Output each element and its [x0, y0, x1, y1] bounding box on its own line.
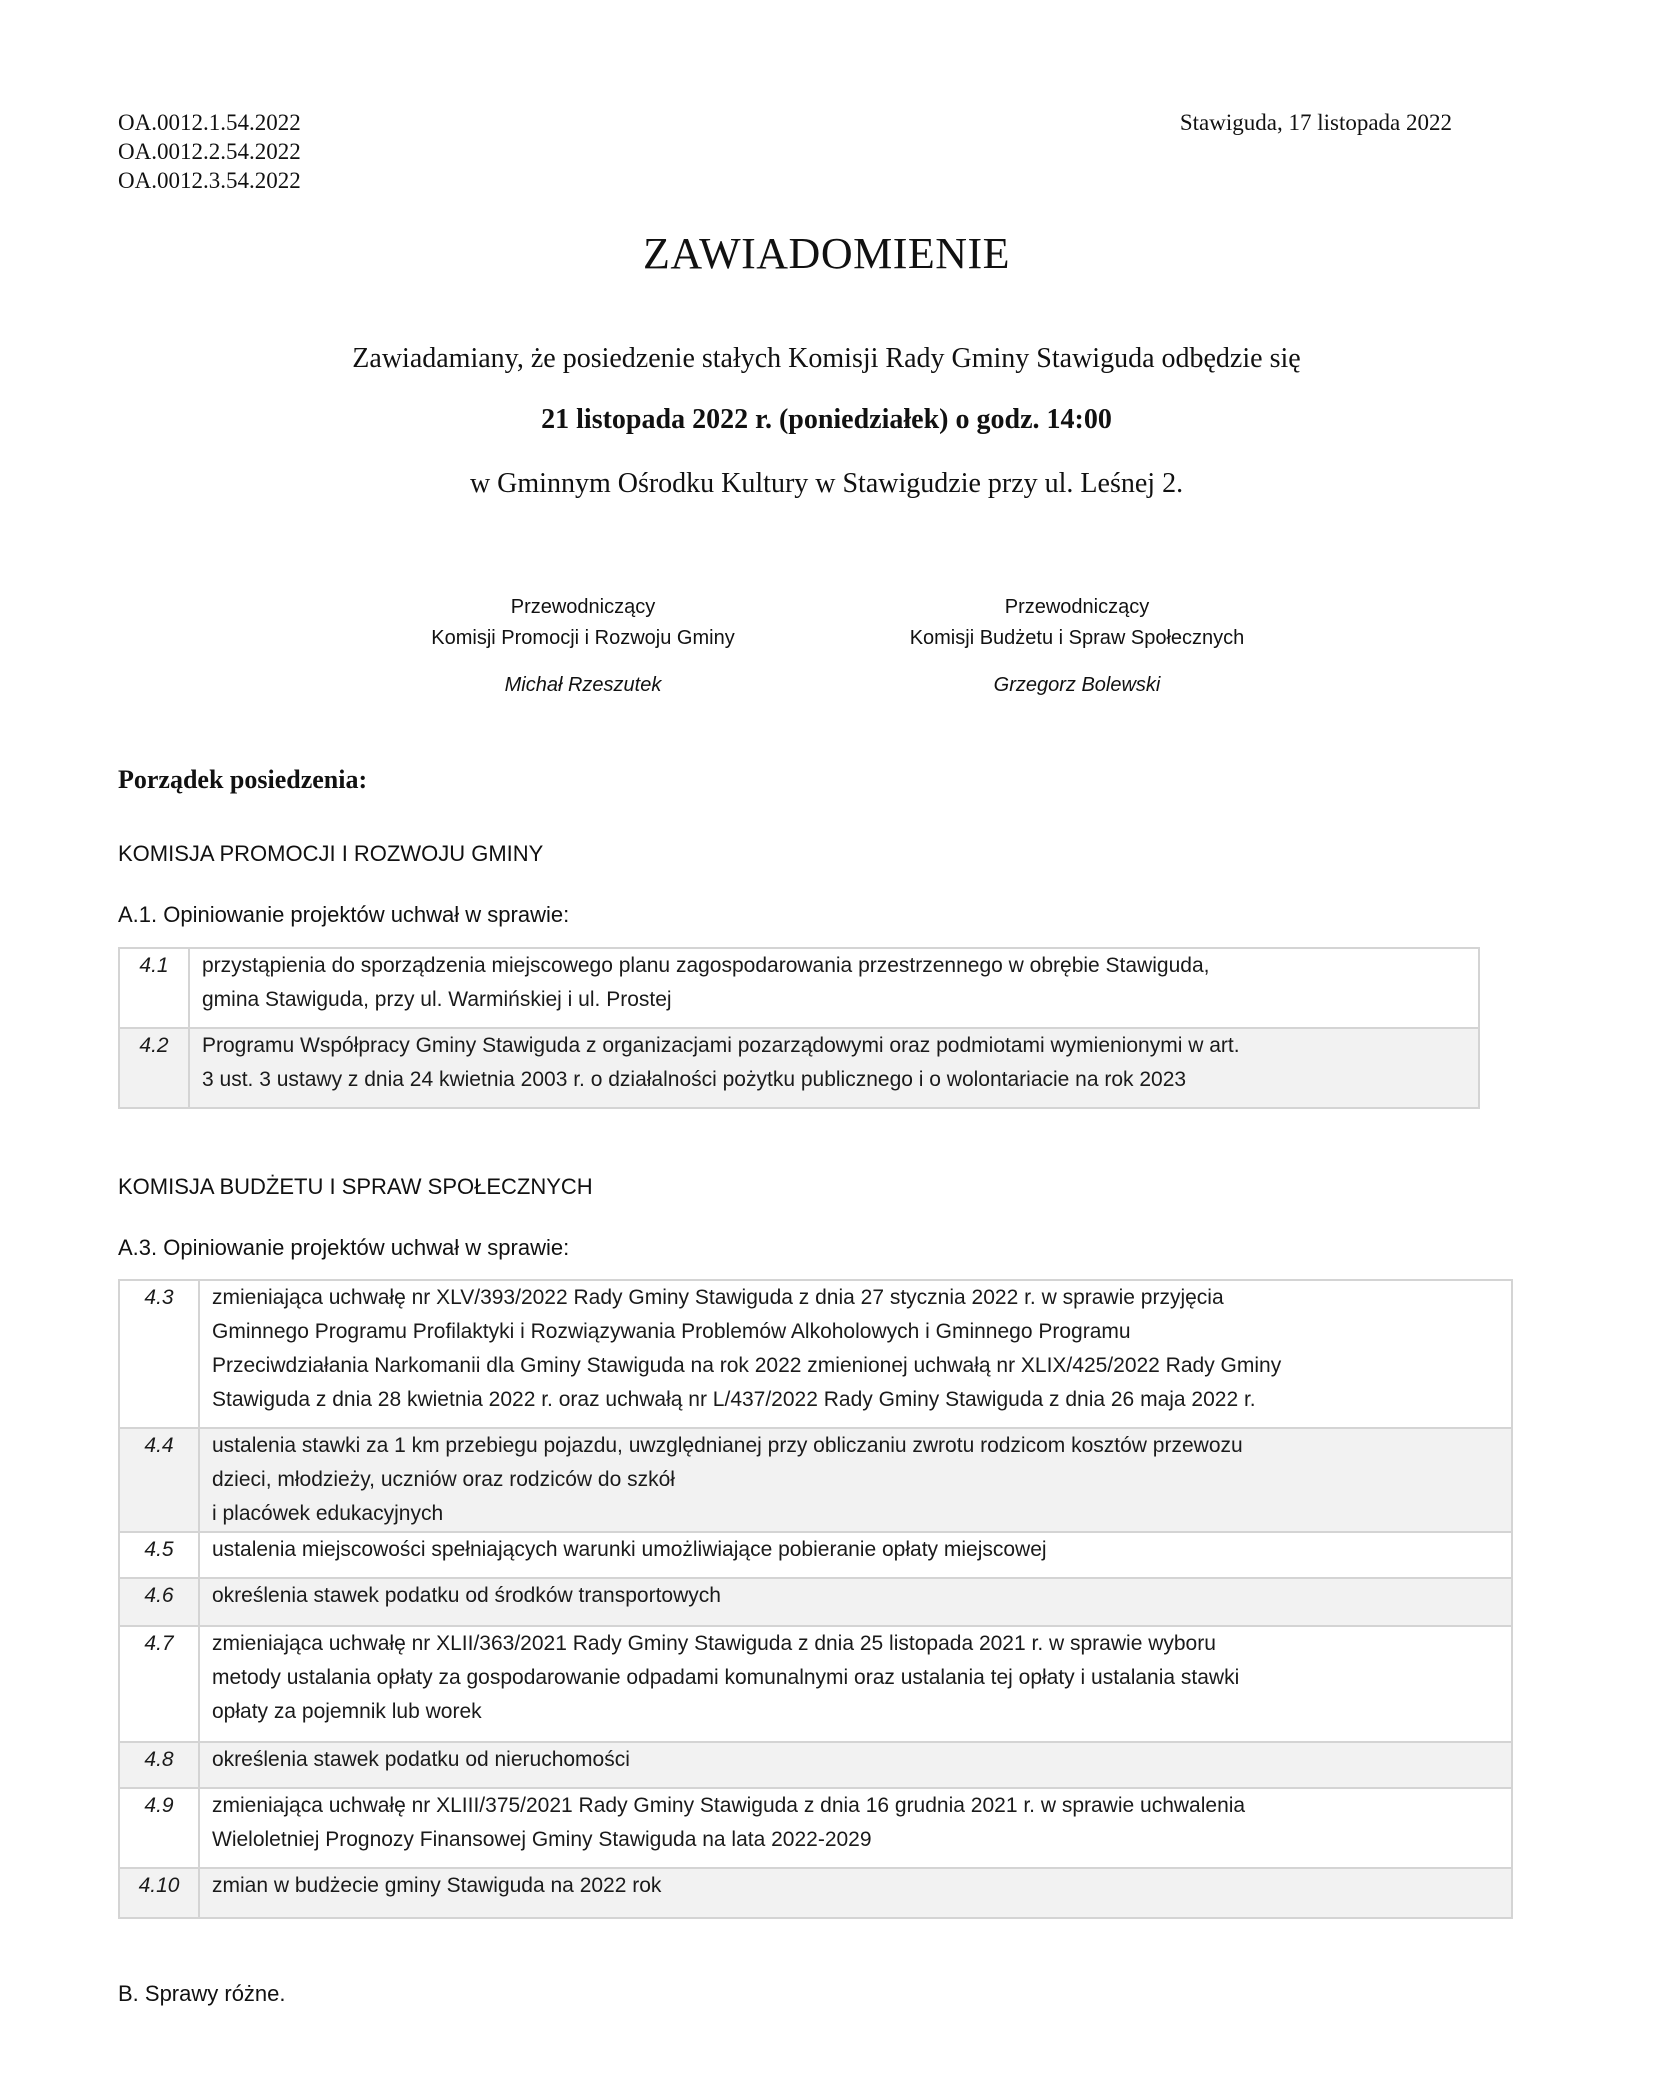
item-text-line: określenia stawek podatku od nieruchomości: [212, 1748, 630, 1771]
signature-name: Grzegorz Bolewski: [993, 674, 1161, 696]
table-row: [119, 1280, 1512, 1428]
item-text: [199, 1742, 1512, 1788]
item-text-line: ustalenia stawki za 1 km przebiegu pojazdu, uwzględnianej przy obliczaniu zwrotu rodzicom kosztów przewozu: [212, 1434, 1243, 1457]
item-text-line: dzieci, młodzieży, uczniów oraz rodziców do szkół: [212, 1468, 675, 1491]
reference-number: OA.0012.1.54.2022: [118, 110, 301, 135]
item-text-line: Gminnego Programu Profilaktyki i Rozwiązywania Problemów Alkoholowych i Gminnego Programu: [212, 1320, 1131, 1343]
item-text: [199, 1428, 1512, 1532]
reference-numbers: [118, 108, 301, 195]
item-text: [199, 1280, 1512, 1428]
meeting-datetime: 21 listopada 2022 r. (poniedziałek) o godz. 14:00: [541, 404, 1112, 435]
agenda-table-promotion: [118, 947, 1480, 1109]
misc-matters: B. Sprawy różne.: [118, 1981, 286, 2006]
item-text: [199, 1788, 1512, 1868]
item-text-line: zmieniająca uchwałę nr XLIII/375/2021 Rady Gminy Stawiguda z dnia 16 grudnia 2021 r. w sprawie uchwalenia: [212, 1794, 1246, 1817]
agenda-title: Porządek posiedzenia:: [118, 765, 368, 794]
agenda-subheading: A.1. Opiniowanie projektów uchwał w sprawie:: [118, 902, 570, 927]
item-text-line: Wieloletniej Prognozy Finansowej Gminy Stawiguda na lata 2022-2029: [212, 1828, 872, 1851]
item-text-line: określenia stawek podatku od środków transportowych: [212, 1584, 721, 1607]
item-text: [199, 1578, 1512, 1626]
table-row: [119, 948, 1479, 1028]
signature-role: Przewodniczący: [510, 596, 656, 618]
item-number: 4.6: [119, 1578, 199, 1626]
item-text-line: metody ustalania opłaty za gospodarowanie odpadami komunalnymi oraz ustalania tej opłaty i ustalania stawki: [212, 1666, 1240, 1689]
commission-heading: KOMISJA PROMOCJI I ROZWOJU GMINY: [118, 841, 544, 866]
item-number: 4.3: [119, 1280, 199, 1428]
item-text-line: i placówek edukacyjnych: [212, 1502, 444, 1525]
item-text-line: ustalenia miejscowości spełniających warunki umożliwiające pobieranie opłaty miejscowej: [212, 1538, 1047, 1561]
commission-heading: KOMISJA BUDŻETU I SPRAW SPOŁECZNYCH: [118, 1174, 593, 1199]
reference-number: OA.0012.3.54.2022: [118, 168, 301, 193]
item-number: 4.4: [119, 1428, 199, 1532]
agenda-subheading: A.3. Opiniowanie projektów uchwał w sprawie:: [118, 1235, 570, 1260]
item-text-line: Programu Współpracy Gminy Stawiguda z organizacjami pozarządowymi oraz podmiotami wymienionymi w art.: [202, 1034, 1240, 1057]
item-number: 4.10: [119, 1868, 199, 1918]
item-number: 4.2: [119, 1028, 189, 1108]
item-number: 4.7: [119, 1626, 199, 1742]
signature-role: Przewodniczący: [1004, 596, 1150, 618]
item-text-line: zmieniająca uchwałę nr XLII/363/2021 Rady Gminy Stawiguda z dnia 25 listopada 2021 r. w sprawie wyboru: [212, 1632, 1216, 1655]
item-number: 4.5: [119, 1532, 199, 1578]
signature-name: Michał Rzeszutek: [504, 674, 662, 696]
item-text-line: zmieniająca uchwałę nr XLV/393/2022 Rady Gminy Stawiguda z dnia 27 stycznia 2022 r. w sprawie przyjęcia: [212, 1286, 1224, 1309]
reference-number: OA.0012.2.54.2022: [118, 139, 301, 164]
table-row: [119, 1626, 1512, 1742]
meeting-location: w Gminnym Ośrodku Kultury w Stawigudzie przy ul. Leśnej 2.: [469, 468, 1184, 499]
table-row: [119, 1868, 1512, 1918]
item-text-line: przystąpienia do sporządzenia miejscowego planu zagospodarowania przestrzennego w obrębie Stawiguda,: [202, 954, 1210, 977]
table-row: [119, 1428, 1512, 1532]
table-row: [119, 1532, 1512, 1578]
item-text: [199, 1626, 1512, 1742]
item-text-line: zmian w budżecie gminy Stawiguda na 2022 rok: [212, 1874, 662, 1897]
place-date: Stawiguda, 17 listopada 2022: [1179, 110, 1452, 135]
document-title: ZAWIADOMIENIE: [642, 229, 1011, 278]
item-number: 4.9: [119, 1788, 199, 1868]
item-text-line: gmina Stawiguda, przy ul. Warmińskiej i ul. Prostej: [202, 988, 672, 1011]
intro-line: Zawiadamiany, że posiedzenie stałych Komisji Rady Gminy Stawiguda odbędzie się: [352, 343, 1301, 374]
item-text-line: opłaty za pojemnik lub worek: [212, 1700, 482, 1723]
item-text-line: Stawiguda z dnia 28 kwietnia 2022 r. oraz uchwałą nr L/437/2022 Rady Gminy Stawiguda z dnia 26 maja 2022 r.: [212, 1388, 1256, 1411]
table-row: [119, 1578, 1512, 1626]
item-text: [199, 1532, 1512, 1578]
table-row: [119, 1788, 1512, 1868]
table-row: [119, 1028, 1479, 1108]
item-text: [189, 948, 1479, 1028]
signature-commission: Komisji Budżetu i Spraw Społecznych: [909, 627, 1245, 649]
item-text-line: 3 ust. 3 ustawy z dnia 24 kwietnia 2003 r. o działalności pożytku publicznego i o wolontariacie na rok 2023: [202, 1068, 1187, 1091]
item-text: [189, 1028, 1479, 1108]
item-number: 4.1: [119, 948, 189, 1028]
signature-block-promotion: [353, 592, 813, 701]
item-text: [199, 1868, 1512, 1918]
item-text-line: Przeciwdziałania Narkomanii dla Gminy Stawiguda na rok 2022 zmienionej uchwałą nr XLIX/425/2022 Rady Gminy: [212, 1354, 1282, 1377]
item-number: 4.8: [119, 1742, 199, 1788]
agenda-table-budget: [118, 1279, 1513, 1919]
signature-commission: Komisji Promocji i Rozwoju Gminy: [431, 627, 735, 649]
signature-block-budget: [847, 592, 1307, 701]
table-row: [119, 1742, 1512, 1788]
